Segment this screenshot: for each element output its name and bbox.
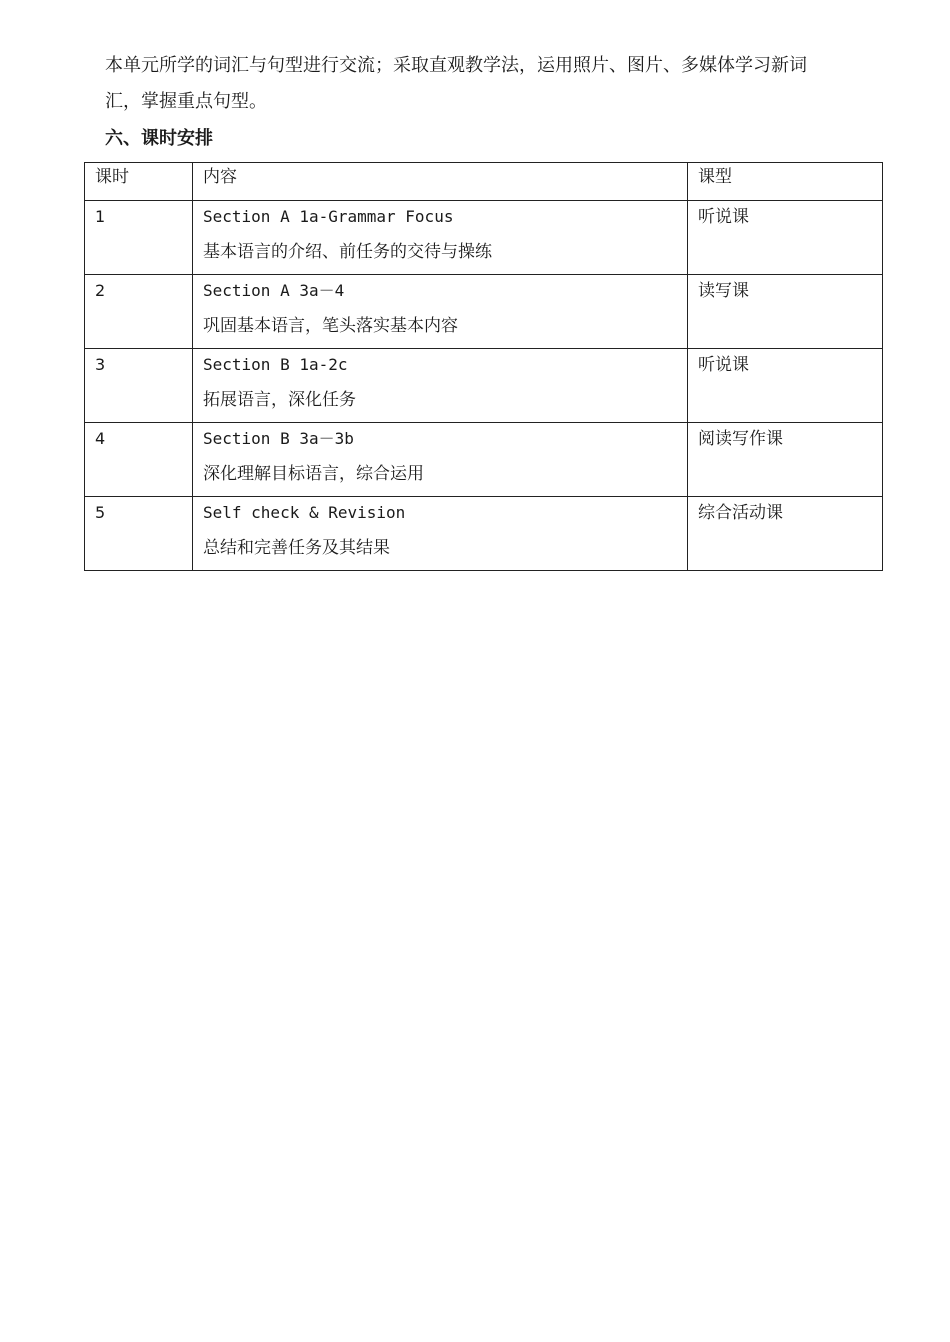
lesson-number: 4 [95,429,106,448]
header-content: 内容 [193,163,688,201]
section-title: Section A 1a-Grammar Focus [203,207,454,226]
section-description: 巩固基本语言，笔头落实基本内容 [203,316,458,336]
table-header-row [85,163,883,201]
lesson-type: 阅读写作课 [698,429,783,449]
lesson-schedule-table [84,162,883,571]
lesson-number: 2 [95,281,106,300]
lesson-number-cell [85,423,193,497]
lesson-number-cell [85,275,193,349]
section-title: Section B 1a-2c [203,355,348,374]
lesson-type-cell [688,201,883,275]
content-cell [193,349,688,423]
section-title: Section A 3a－4 [203,281,345,300]
table-row [85,275,883,349]
intro-paragraph-line-2: 汇，掌握重点句型。 [105,91,267,112]
lesson-number: 3 [95,355,106,374]
lesson-number: 1 [95,207,106,226]
lesson-type: 听说课 [698,355,749,375]
section-description: 拓展语言，深化任务 [203,390,356,410]
lesson-type-cell [688,349,883,423]
section-description: 深化理解目标语言，综合运用 [203,464,424,484]
table-row [85,201,883,275]
section-description: 总结和完善任务及其结果 [203,538,390,558]
content-cell [193,201,688,275]
header-lesson: 课时 [85,163,193,201]
lesson-number-cell [85,497,193,571]
lesson-type: 听说课 [698,207,749,227]
content-cell [193,423,688,497]
header-type: 课型 [688,163,883,201]
lesson-type-cell [688,275,883,349]
content-cell [193,497,688,571]
lesson-number-cell [85,201,193,275]
table-row [85,423,883,497]
section-title: Self check & Revision [203,503,406,522]
section-title: Section B 3a－3b [203,429,354,448]
content-cell [193,275,688,349]
section-heading: 六、课时安排 [105,128,213,149]
table-row [85,497,883,571]
lesson-type: 读写课 [698,281,749,301]
lesson-type-cell [688,423,883,497]
lesson-number: 5 [95,503,106,522]
intro-paragraph-line-1: 本单元所学的词汇与句型进行交流；采取直观教学法，运用照片、图片、多媒体学习新词 [105,55,807,76]
lesson-type: 综合活动课 [698,503,783,523]
table-row [85,349,883,423]
section-description: 基本语言的介绍、前任务的交待与操练 [203,242,492,262]
lesson-number-cell [85,349,193,423]
lesson-type-cell [688,497,883,571]
